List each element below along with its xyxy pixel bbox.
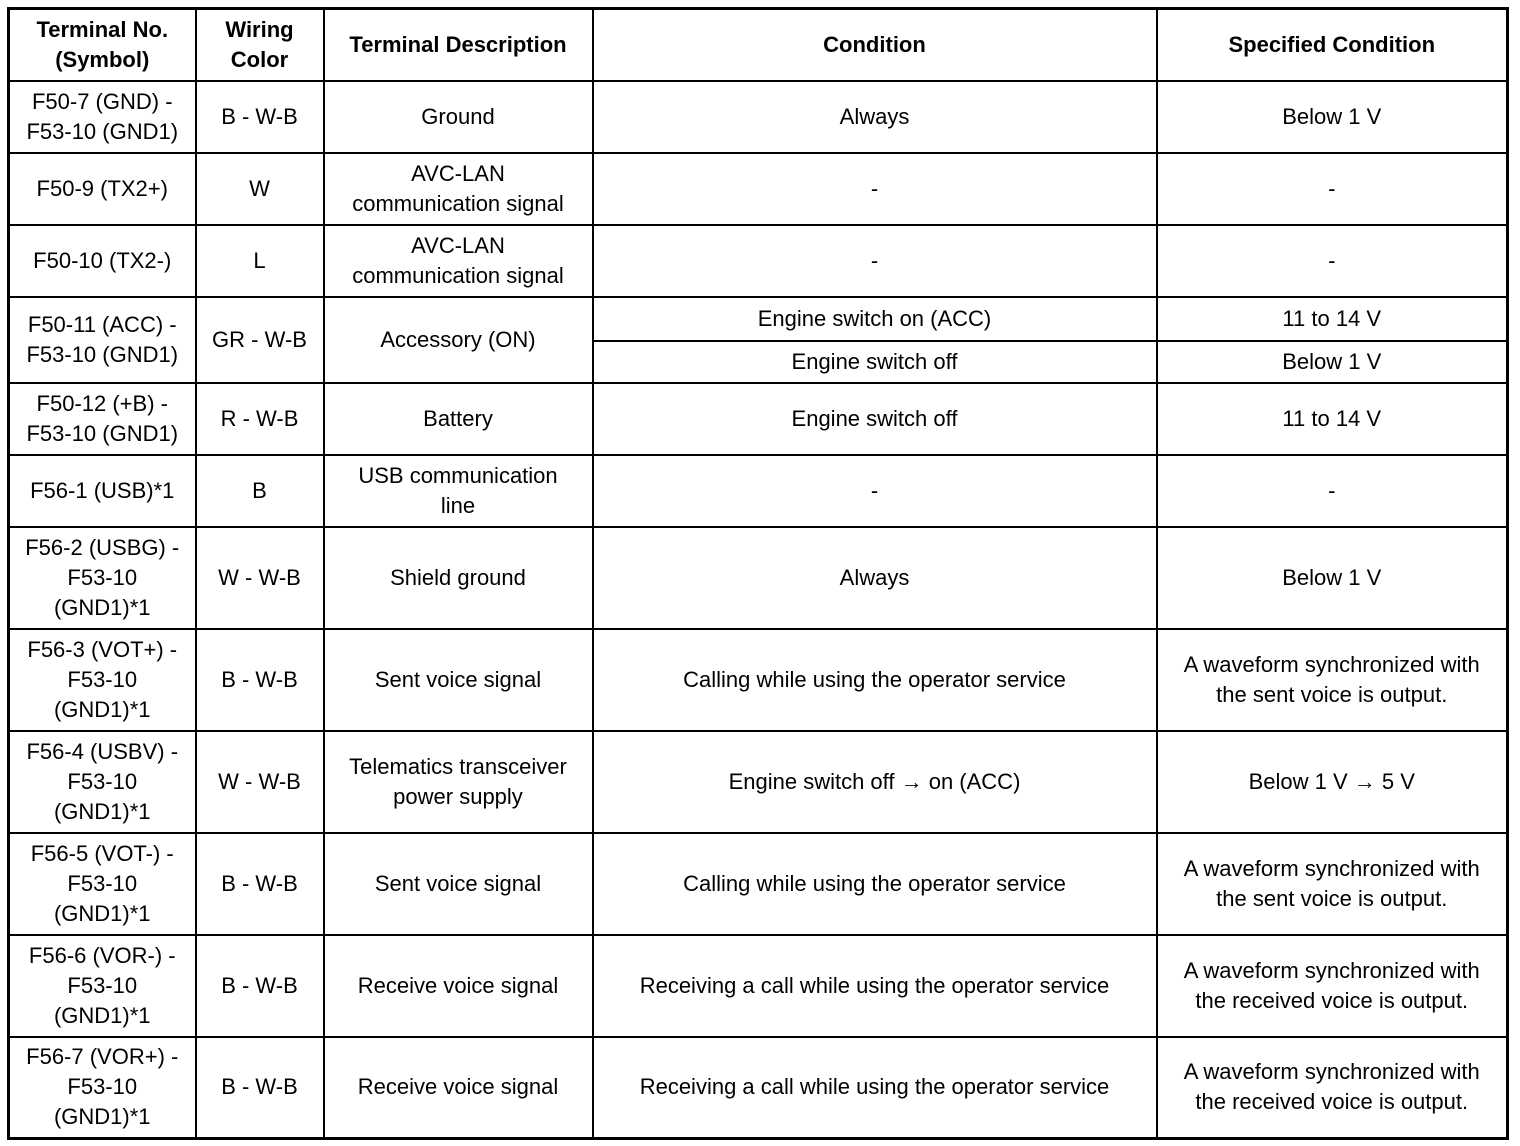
- terminal-description-cell: AVC-LAN communication signal: [324, 153, 593, 225]
- wiring-color-cell: R - W-B: [196, 383, 324, 455]
- table-row: [9, 455, 1508, 527]
- terminal-cell: F50-10 (TX2-): [9, 225, 196, 297]
- wiring-color-cell: W - W-B: [196, 527, 324, 629]
- terminal-description-cell: Sent voice signal: [324, 629, 593, 731]
- table-row: [9, 153, 1508, 225]
- wiring-color-cell: L: [196, 225, 324, 297]
- terminal-description-cell: USB communication line: [324, 455, 593, 527]
- terminal-description-cell: Receive voice signal: [324, 935, 593, 1037]
- table-row: [9, 297, 1508, 341]
- terminal-cell: F50-11 (ACC) - F53-10 (GND1): [9, 297, 196, 383]
- specified-condition-cell: Below 1 V: [1157, 341, 1508, 383]
- table-row: [9, 383, 1508, 455]
- specified-condition-cell: A waveform synchronized with the received voice is output.: [1157, 935, 1508, 1037]
- terminal-description-cell: Ground: [324, 81, 593, 153]
- condition-cell: Calling while using the operator service: [593, 833, 1157, 935]
- table-row: [9, 81, 1508, 153]
- terminal-description-cell: Sent voice signal: [324, 833, 593, 935]
- specified-condition-cell: Below 1 V: [1157, 81, 1508, 153]
- terminal-description-cell: Shield ground: [324, 527, 593, 629]
- specified-condition-cell: Below 1 V → 5 V: [1157, 731, 1508, 833]
- specified-condition-cell: A waveform synchronized with the received voice is output.: [1157, 1037, 1508, 1139]
- header-terminal-description: Terminal Description: [324, 9, 593, 81]
- specified-condition-cell: -: [1157, 225, 1508, 297]
- table-row: [9, 833, 1508, 935]
- specified-condition-cell: -: [1157, 455, 1508, 527]
- terminal-cell: F50-9 (TX2+): [9, 153, 196, 225]
- terminal-cell: F56-2 (USBG) - F53-10 (GND1)*1: [9, 527, 196, 629]
- table-row: [9, 527, 1508, 629]
- header-row: [9, 9, 1508, 81]
- wiring-color-cell: B - W-B: [196, 935, 324, 1037]
- wiring-color-cell: B - W-B: [196, 81, 324, 153]
- specified-condition-cell: -: [1157, 153, 1508, 225]
- table-row: [9, 225, 1508, 297]
- condition-cell: -: [593, 153, 1157, 225]
- terminal-cell: F50-12 (+B) - F53-10 (GND1): [9, 383, 196, 455]
- condition-cell: -: [593, 455, 1157, 527]
- specified-condition-cell: 11 to 14 V: [1157, 297, 1508, 341]
- terminal-cell: F56-5 (VOT-) - F53-10 (GND1)*1: [9, 833, 196, 935]
- header-specified-condition: Specified Condition: [1157, 9, 1508, 81]
- wiring-color-cell: B: [196, 455, 324, 527]
- terminal-description-cell: Receive voice signal: [324, 1037, 593, 1139]
- terminal-cell: F56-6 (VOR-) - F53-10 (GND1)*1: [9, 935, 196, 1037]
- wiring-color-cell: GR - W-B: [196, 297, 324, 383]
- wiring-color-cell: B - W-B: [196, 1037, 324, 1139]
- terminal-description-cell: Accessory (ON): [324, 297, 593, 383]
- table-body: [9, 81, 1508, 1139]
- terminal-table: [7, 7, 1509, 1140]
- specified-condition-cell: 11 to 14 V: [1157, 383, 1508, 455]
- table-row: [9, 935, 1508, 1037]
- condition-cell: Engine switch off → on (ACC): [593, 731, 1157, 833]
- table-row: [9, 629, 1508, 731]
- terminal-cell: F56-3 (VOT+) - F53-10 (GND1)*1: [9, 629, 196, 731]
- condition-cell: Engine switch off: [593, 383, 1157, 455]
- condition-cell: -: [593, 225, 1157, 297]
- header-condition: Condition: [593, 9, 1157, 81]
- wiring-color-cell: B - W-B: [196, 833, 324, 935]
- specified-condition-cell: A waveform synchronized with the sent voice is output.: [1157, 629, 1508, 731]
- table-row: [9, 1037, 1508, 1139]
- wiring-color-cell: B - W-B: [196, 629, 324, 731]
- condition-cell: Engine switch off: [593, 341, 1157, 383]
- condition-cell: Receiving a call while using the operator service: [593, 1037, 1157, 1139]
- terminal-cell: F50-7 (GND) - F53-10 (GND1): [9, 81, 196, 153]
- terminal-description-cell: Battery: [324, 383, 593, 455]
- condition-cell: Receiving a call while using the operator service: [593, 935, 1157, 1037]
- header-terminal: Terminal No. (Symbol): [9, 9, 196, 81]
- condition-cell: Calling while using the operator service: [593, 629, 1157, 731]
- wiring-color-cell: W - W-B: [196, 731, 324, 833]
- condition-cell: Always: [593, 81, 1157, 153]
- terminal-cell: F56-4 (USBV) - F53-10 (GND1)*1: [9, 731, 196, 833]
- specified-condition-cell: A waveform synchronized with the sent voice is output.: [1157, 833, 1508, 935]
- header-wiring-color: Wiring Color: [196, 9, 324, 81]
- condition-cell: Engine switch on (ACC): [593, 297, 1157, 341]
- terminal-description-cell: AVC-LAN communication signal: [324, 225, 593, 297]
- table-row: [9, 731, 1508, 833]
- terminal-cell: F56-7 (VOR+) - F53-10 (GND1)*1: [9, 1037, 196, 1139]
- condition-cell: Always: [593, 527, 1157, 629]
- terminal-cell: F56-1 (USB)*1: [9, 455, 196, 527]
- wiring-color-cell: W: [196, 153, 324, 225]
- specified-condition-cell: Below 1 V: [1157, 527, 1508, 629]
- terminal-description-cell: Telematics transceiver power supply: [324, 731, 593, 833]
